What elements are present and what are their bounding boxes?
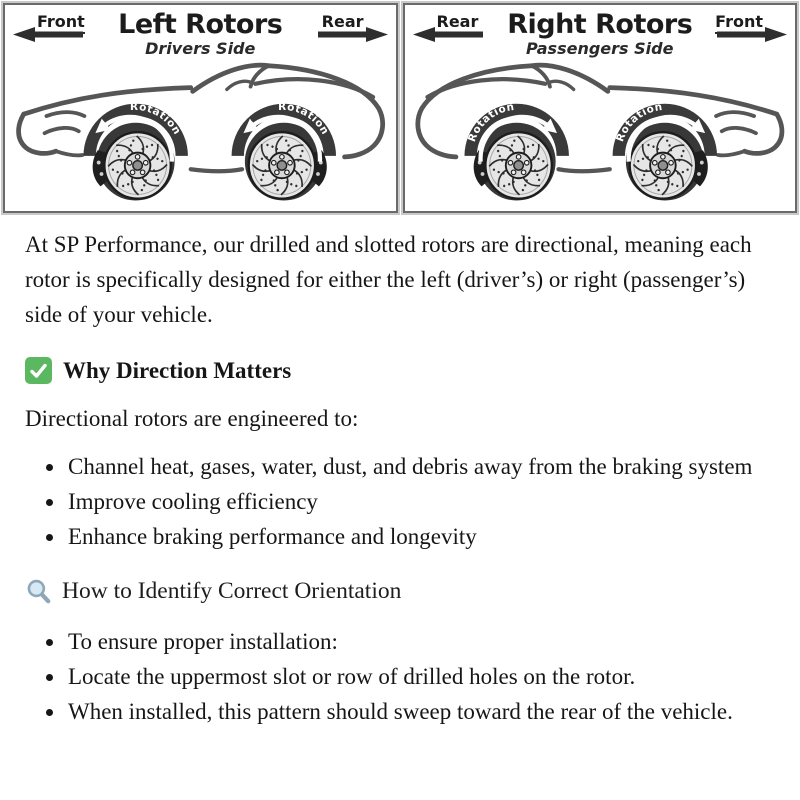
list-item: • Improve cooling efficiency: [66, 484, 766, 519]
intro-paragraph: At SP Performance, our drilled and slotted rotors are directional, meaning each rotor is specifically designed for either the left (driver’s) or right (passenger’s) side of your vehicle.: [25, 232, 752, 327]
left-arrow-icon: [13, 27, 83, 42]
rear-label: Rear: [437, 12, 479, 34]
rear-direction-indicator: [312, 12, 388, 46]
panel-subtitle: Drivers Side: [145, 39, 256, 58]
panel-subtitle: Passengers Side: [526, 39, 674, 58]
rotation-label: Rotation: [465, 100, 515, 144]
panel-title: Right Rotors: [507, 9, 693, 40]
benefits-list: [25, 449, 766, 554]
list-item: • Channel heat, gases, water, dust, and debris away from the braking system: [66, 449, 766, 484]
right-arrow-icon: [318, 27, 388, 42]
front-direction-indicator: [13, 12, 89, 46]
why-direction-heading: [25, 353, 770, 388]
left-rotors-panel: [3, 3, 398, 213]
left-car-illustration: [5, 61, 396, 211]
article: [0, 215, 800, 729]
why-direction-heading-text: Why Direction Matters: [63, 358, 292, 383]
right-car-illustration: [405, 61, 796, 211]
list-item: • To ensure proper installation:: [66, 624, 766, 659]
orientation-list: [25, 624, 766, 729]
panel-title: Left Rotors: [118, 9, 283, 40]
list-item: • Enhance braking performance and longevity: [66, 519, 766, 554]
left-arrow-icon: [413, 27, 483, 42]
rotor-direction-figure: [0, 0, 800, 215]
right-rotors-panel: [403, 3, 798, 213]
orientation-heading: [25, 574, 770, 609]
left-panel-header: [5, 5, 396, 61]
rotation-label: Rotation: [278, 100, 332, 137]
front-label: Front: [37, 12, 85, 34]
list-item: • Locate the uppermost slot or row of drilled holes on the rotor.: [66, 659, 766, 694]
front-direction-indicator: [711, 12, 787, 46]
list-item: • When installed, this pattern should sweep toward the rear of the vehicle.: [66, 694, 766, 729]
magnifying-glass-icon: [25, 578, 53, 606]
right-arrow-icon: [717, 27, 787, 42]
engineered-lead: Directional rotors are engineered to:: [25, 406, 359, 431]
rear-label: Rear: [322, 12, 364, 34]
right-panel-header: [405, 5, 796, 61]
rotation-label: Rotation: [613, 100, 663, 144]
rear-direction-indicator: [413, 12, 489, 46]
orientation-heading-text: How to Identify Correct Orientation: [62, 578, 402, 604]
check-mark-icon: [25, 357, 52, 384]
rotation-label: Rotation: [129, 100, 184, 137]
front-label: Front: [715, 12, 763, 34]
